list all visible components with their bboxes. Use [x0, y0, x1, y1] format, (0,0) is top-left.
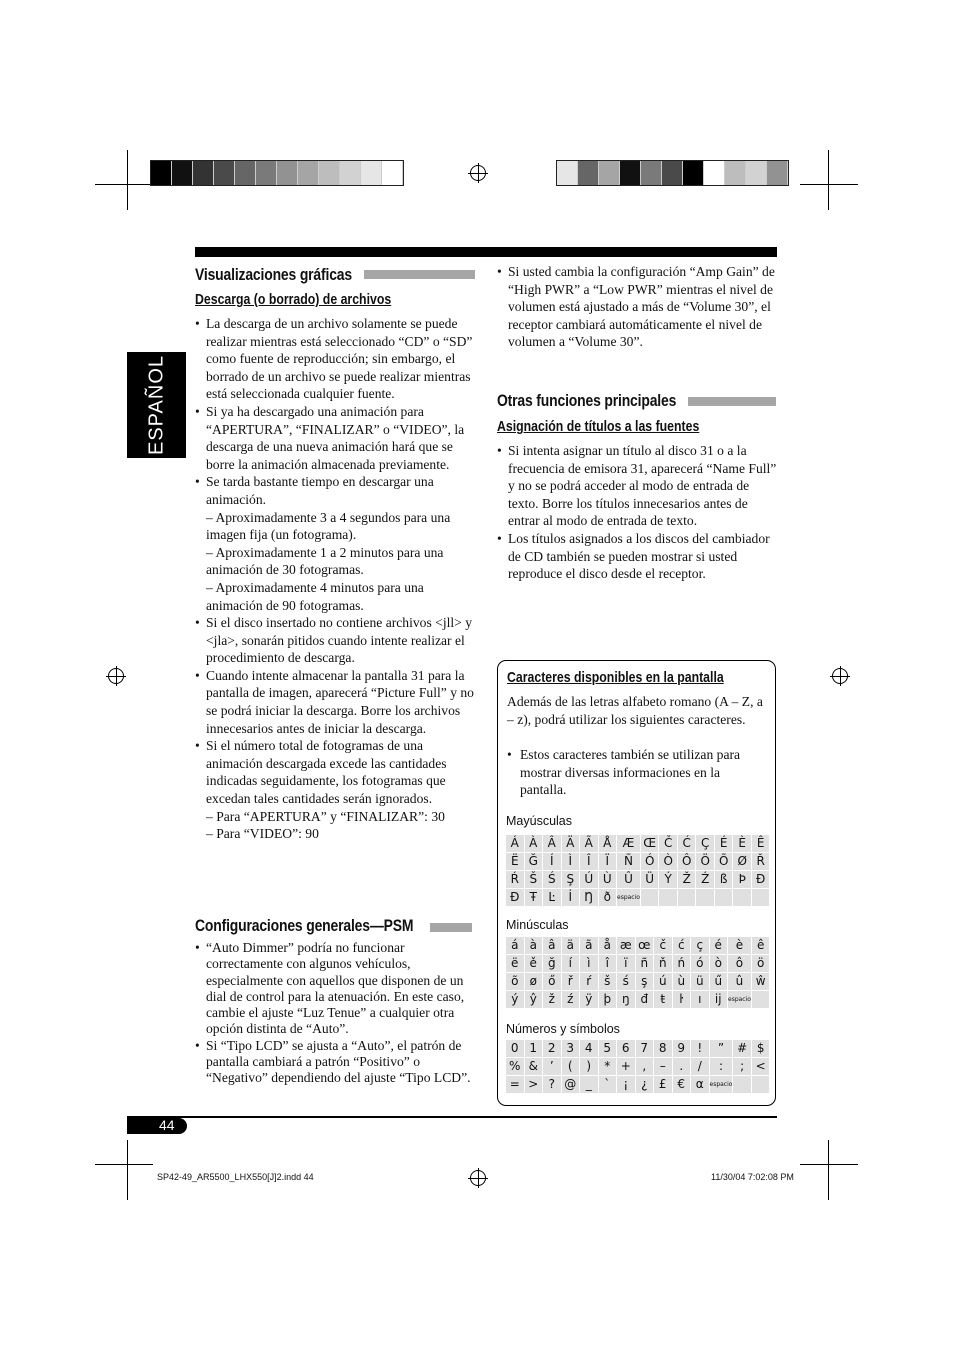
char-cell: Ř [752, 853, 770, 870]
char-cell: Ï [599, 853, 617, 870]
char-cell: 9 [673, 1040, 691, 1057]
char-cell: Á [506, 835, 524, 852]
color-bar-right [556, 160, 789, 186]
list-item [195, 737, 480, 843]
char-cell: 4 [580, 1040, 598, 1057]
uppercase-table [505, 834, 770, 907]
char-cell: 2 [543, 1040, 561, 1057]
char-cell: Œ [641, 835, 659, 852]
char-cell: ö [752, 955, 770, 972]
list-item: • Si intenta asignar un título al disco 31 o a la frecuencia de emisora 31, aparecerá “Name Full” y no se podrá acceder al modo de entrada de texto. Borre los títulos innecesarios antes de entrar al modo de entrada de texto. [497, 442, 779, 530]
list-item: • Cuando intente almacenar la pantalla 31 para la pantalla de imagen, aparecerá “Picture Full” y no se podrá iniciar la descarga. Borre los archivos innecesarios antes de iniciar la descarga. [195, 667, 480, 737]
char-cell: 3 [562, 1040, 580, 1057]
char-cell: á [506, 937, 524, 954]
char-row [506, 853, 769, 870]
right-top-list [497, 263, 777, 351]
char-cell [641, 889, 659, 906]
char-cell: å [599, 937, 617, 954]
char-cell: ő [543, 973, 561, 990]
char-cell: ç [691, 937, 709, 954]
char-cell [715, 889, 733, 906]
char-cell: € [673, 1076, 691, 1093]
sub-item: – Aproximadamente 3 a 4 segundos para una imagen fija (un fotograma). [206, 509, 451, 543]
char-cell: ) [580, 1058, 598, 1075]
char-cell: Ś [543, 871, 561, 888]
char-cell: þ [599, 991, 617, 1008]
char-cell: ” [710, 1040, 733, 1057]
char-cell: ð [599, 889, 617, 906]
char-cell: Ô [678, 853, 696, 870]
char-cell: Ŀ [543, 889, 561, 906]
char-cell: Ŋ [580, 889, 598, 906]
char-cell: Ò [659, 853, 677, 870]
numbers-table [505, 1039, 770, 1094]
char-cell: ĳ [710, 991, 728, 1008]
char-cell: ` [599, 1076, 617, 1093]
char-cell: û [728, 973, 751, 990]
char-cell [752, 991, 770, 1008]
char-cell: ý [506, 991, 524, 1008]
char-cell: # [733, 1040, 751, 1057]
char-cell: é [710, 937, 728, 954]
box-intro: Además de las letras alfabeto romano (A – Z, a – z), podrá utilizar los siguientes caracteres. [507, 694, 763, 727]
char-cell: š [599, 973, 617, 990]
language-label: ESPAÑOL [145, 355, 167, 455]
char-cell: À [525, 835, 543, 852]
char-cell: % [506, 1058, 524, 1075]
char-cell: Ä [562, 835, 580, 852]
char-cell: Ü [641, 871, 659, 888]
list-item: • Si “Tipo LCD” se ajusta a “Auto”, el patrón de pantalla cambiará a patrón “Positivo” o “Negativo” dependiendo del ajuste “Tipo LCD”. [195, 1038, 475, 1087]
char-cell: ø [525, 973, 543, 990]
char-cell: / [691, 1058, 709, 1075]
char-cell [659, 889, 677, 906]
char-cell: Č [659, 835, 677, 852]
char-cell: ş [636, 973, 654, 990]
char-cell: Õ [715, 853, 733, 870]
char-cell: í [562, 955, 580, 972]
section-bar [364, 270, 475, 279]
char-cell: ŧ [654, 991, 672, 1008]
char-cell: 1 [525, 1040, 543, 1057]
char-row [506, 889, 769, 906]
char-cell: Ɖ [752, 871, 770, 888]
char-cell: ž [543, 991, 561, 1008]
char-cell [733, 1076, 751, 1093]
char-cell: ! [691, 1040, 709, 1057]
char-cell: ì [580, 955, 598, 972]
char-cell: õ [506, 973, 524, 990]
char-cell: Ø [733, 853, 751, 870]
char-cell: Ş [562, 871, 580, 888]
registration-mark-icon [470, 165, 486, 181]
section-bar [430, 923, 472, 932]
char-cell: ŷ [525, 991, 543, 1008]
char-cell: ó [691, 955, 709, 972]
char-cell [752, 889, 770, 906]
page-number-tab [127, 1118, 187, 1134]
registration-mark-icon [108, 668, 124, 684]
char-row [506, 991, 769, 1008]
char-cell: Å [599, 835, 617, 852]
char-cell: ř [562, 973, 580, 990]
char-cell: 6 [617, 1040, 635, 1057]
char-cell: Æ [617, 835, 640, 852]
lowercase-table [505, 936, 770, 1009]
char-cell: â [543, 937, 561, 954]
char-cell: Ŕ [506, 871, 524, 888]
char-cell: £ [654, 1076, 672, 1093]
list-item: • La descarga de un archivo solamente se puede realizar mientras está seleccionado “CD” o “SD” como fuente de reproducción; sin embargo, el borrado de un archivo se puede realizar mientras está seleccionada cualquier fuente. [195, 315, 480, 403]
char-cell: ¿ [636, 1076, 654, 1093]
bottom-rule [127, 1116, 777, 1118]
caption-uppercase: Mayúsculas [506, 814, 572, 828]
registration-mark-icon [832, 668, 848, 684]
char-cell: 7 [636, 1040, 654, 1057]
char-cell: ß [715, 871, 733, 888]
list-item: • Si ya ha descargado una animación para “APERTURA”, “FINALIZAR” o “VIDEO”, la descarga de una nueva animación hará que se borre la animación almacenada previamente. [195, 403, 480, 473]
char-cell: > [525, 1076, 543, 1093]
char-cell: Ó [641, 853, 659, 870]
char-cell [752, 1076, 770, 1093]
char-cell: = [506, 1076, 524, 1093]
char-row [506, 937, 769, 954]
list-item-text: Se tarda bastante tiempo en descargar una animación. [206, 474, 434, 507]
subsection-title-titles: Asignación de títulos a las fuentes [497, 418, 700, 435]
list-item: • Si el disco insertado no contiene archivos <jll> y <jla>, sonarán pitidos cuando intente realizar el procedimiento de descarga. [195, 614, 480, 667]
char-cell: . [673, 1058, 691, 1075]
char-cell: ś [617, 973, 635, 990]
section-bar [688, 397, 776, 406]
char-cell: ğ [543, 955, 561, 972]
char-cell: È [733, 835, 751, 852]
char-cell: œ [636, 937, 654, 954]
char-cell: _ [580, 1076, 598, 1093]
char-cell: Ź [696, 871, 714, 888]
char-cell: ŕ [580, 973, 598, 990]
char-cell: đ [636, 991, 654, 1008]
char-row [506, 1058, 769, 1075]
char-cell: $ [752, 1040, 770, 1057]
char-cell [733, 889, 751, 906]
char-cell: : [710, 1058, 733, 1075]
char-cell: espacio [710, 1076, 733, 1093]
char-cell: Đ [506, 889, 524, 906]
char-cell: Â [543, 835, 561, 852]
char-row [506, 1040, 769, 1057]
char-cell: ë [506, 955, 524, 972]
char-cell: Ñ [617, 853, 640, 870]
char-cell [678, 889, 696, 906]
char-cell: ć [673, 937, 691, 954]
char-cell: ŵ [752, 973, 770, 990]
color-bar-left [150, 160, 404, 186]
char-cell: Ç [696, 835, 714, 852]
char-cell: 0 [506, 1040, 524, 1057]
char-cell: * [599, 1058, 617, 1075]
subsection-title-download: Descarga (o borrado) de archivos [195, 291, 392, 308]
left-column-list [195, 315, 480, 843]
char-cell: Ë [506, 853, 524, 870]
char-cell: < [752, 1058, 770, 1075]
caption-numbers: Números y símbolos [506, 1022, 620, 1036]
char-cell: ¡ [617, 1076, 635, 1093]
char-cell [696, 889, 714, 906]
char-cell: ı [691, 991, 709, 1008]
list-item: • Estos caracteres también se utilizan para mostrar diversas informaciones en la pantalla. [507, 746, 769, 799]
footer-file-info: SP42-49_AR5500_LHX550[J]2.indd 44 [157, 1172, 314, 1182]
char-cell: 8 [654, 1040, 672, 1057]
char-cell: Ŧ [525, 889, 543, 906]
char-cell: ñ [636, 955, 654, 972]
list-item [195, 473, 480, 614]
box-title: Caracteres disponibles en la pantalla [507, 669, 724, 686]
char-cell: Ć [678, 835, 696, 852]
char-row [506, 835, 769, 852]
footer-timestamp: 11/30/04 7:02:08 PM [711, 1172, 794, 1182]
top-rule [195, 247, 777, 257]
char-cell: Þ [733, 871, 751, 888]
char-cell: Ž [678, 871, 696, 888]
char-cell: & [525, 1058, 543, 1075]
titles-list [497, 442, 779, 583]
char-cell: ’ [543, 1058, 561, 1075]
char-cell: ň [654, 955, 672, 972]
char-cell: î [599, 955, 617, 972]
char-cell: 5 [599, 1040, 617, 1057]
list-item: • “Auto Dimmer” podría no funcionar correctamente con algunos vehículos, especialmente con aquellos que disponen de un dial de control para la atenuación. En este caso, cambie el ajuste “Luz Tenue” a cualquier otra opción distinta de “Auto”. [195, 940, 475, 1038]
char-row [506, 1076, 769, 1093]
char-cell: + [617, 1058, 635, 1075]
char-cell: @ [562, 1076, 580, 1093]
char-cell: ï [617, 955, 635, 972]
section-title-graphics: Visualizaciones gráficas [195, 265, 352, 284]
sub-item: – Para “APERTURA” y “FINALIZAR”: 30 [206, 808, 445, 824]
char-cell: è [728, 937, 751, 954]
char-cell: ÿ [580, 991, 598, 1008]
char-cell: ú [654, 973, 672, 990]
char-cell: Ý [659, 871, 677, 888]
char-cell: ô [728, 955, 751, 972]
char-cell: ? [543, 1076, 561, 1093]
char-cell: Ê [752, 835, 770, 852]
char-cell: ù [673, 973, 691, 990]
char-cell: İ [562, 889, 580, 906]
char-cell: ò [710, 955, 728, 972]
char-cell: ã [580, 937, 598, 954]
char-cell: Š [525, 871, 543, 888]
char-cell: ŋ [617, 991, 635, 1008]
char-cell: Í [543, 853, 561, 870]
sub-item: – Aproximadamente 4 minutos para una animación de 90 fotogramas. [206, 579, 424, 613]
char-cell: ź [562, 991, 580, 1008]
char-row [506, 871, 769, 888]
char-cell: ( [562, 1058, 580, 1075]
char-cell: Ö [696, 853, 714, 870]
char-cell: ü [691, 973, 709, 990]
page-number: 44 [159, 1117, 175, 1133]
char-cell: ä [562, 937, 580, 954]
list-item: • Los títulos asignados a los discos del cambiador de CD también se pueden mostrar si usted reproduce el disco desde el receptor. [497, 530, 779, 583]
char-cell: espacio [728, 991, 751, 1008]
char-cell: Ì [562, 853, 580, 870]
char-cell: Ã [580, 835, 598, 852]
sub-item: – Aproximadamente 1 a 2 minutos para una animación de 30 fotogramas. [206, 544, 444, 578]
registration-mark-icon [470, 1170, 486, 1186]
list-item: • Si usted cambia la configuración “Amp Gain” de “High PWR” a “Low PWR” mientras el nivel de volumen está ajustado a más de “Volume 30”, el receptor cambiará automáticamente el nivel de volumen a “Volume 30”. [497, 263, 777, 351]
char-cell: ű [710, 973, 728, 990]
char-cell: Î [580, 853, 598, 870]
char-cell: ê [752, 937, 770, 954]
char-cell: æ [617, 937, 635, 954]
sub-item: – Para “VIDEO”: 90 [206, 826, 319, 842]
char-cell: ; [733, 1058, 751, 1075]
char-cell: É [715, 835, 733, 852]
char-cell: à [525, 937, 543, 954]
section-title-psm: Configuraciones generales—PSM [195, 916, 414, 935]
char-cell: espacio [617, 889, 640, 906]
char-cell: Ù [599, 871, 617, 888]
box-bullet-list [507, 746, 769, 799]
psm-list [195, 940, 475, 1087]
char-cell: , [636, 1058, 654, 1075]
char-cell: Ú [580, 871, 598, 888]
list-item-text: Si el número total de fotogramas de una animación descargada excede las cantidades indicadas seguidamente, los fotogramas que excedan tales cantidades serán ignorados. [206, 738, 447, 807]
char-cell: ŀ [673, 991, 691, 1008]
char-cell: ě [525, 955, 543, 972]
char-cell: ń [673, 955, 691, 972]
char-cell: – [654, 1058, 672, 1075]
caption-lowercase: Minúsculas [506, 918, 569, 932]
char-cell: č [654, 937, 672, 954]
char-cell: Û [617, 871, 640, 888]
char-row [506, 955, 769, 972]
char-cell: α [691, 1076, 709, 1093]
char-cell: Ğ [525, 853, 543, 870]
char-row [506, 973, 769, 990]
language-tab [127, 352, 186, 458]
section-title-other: Otras funciones principales [497, 391, 677, 410]
